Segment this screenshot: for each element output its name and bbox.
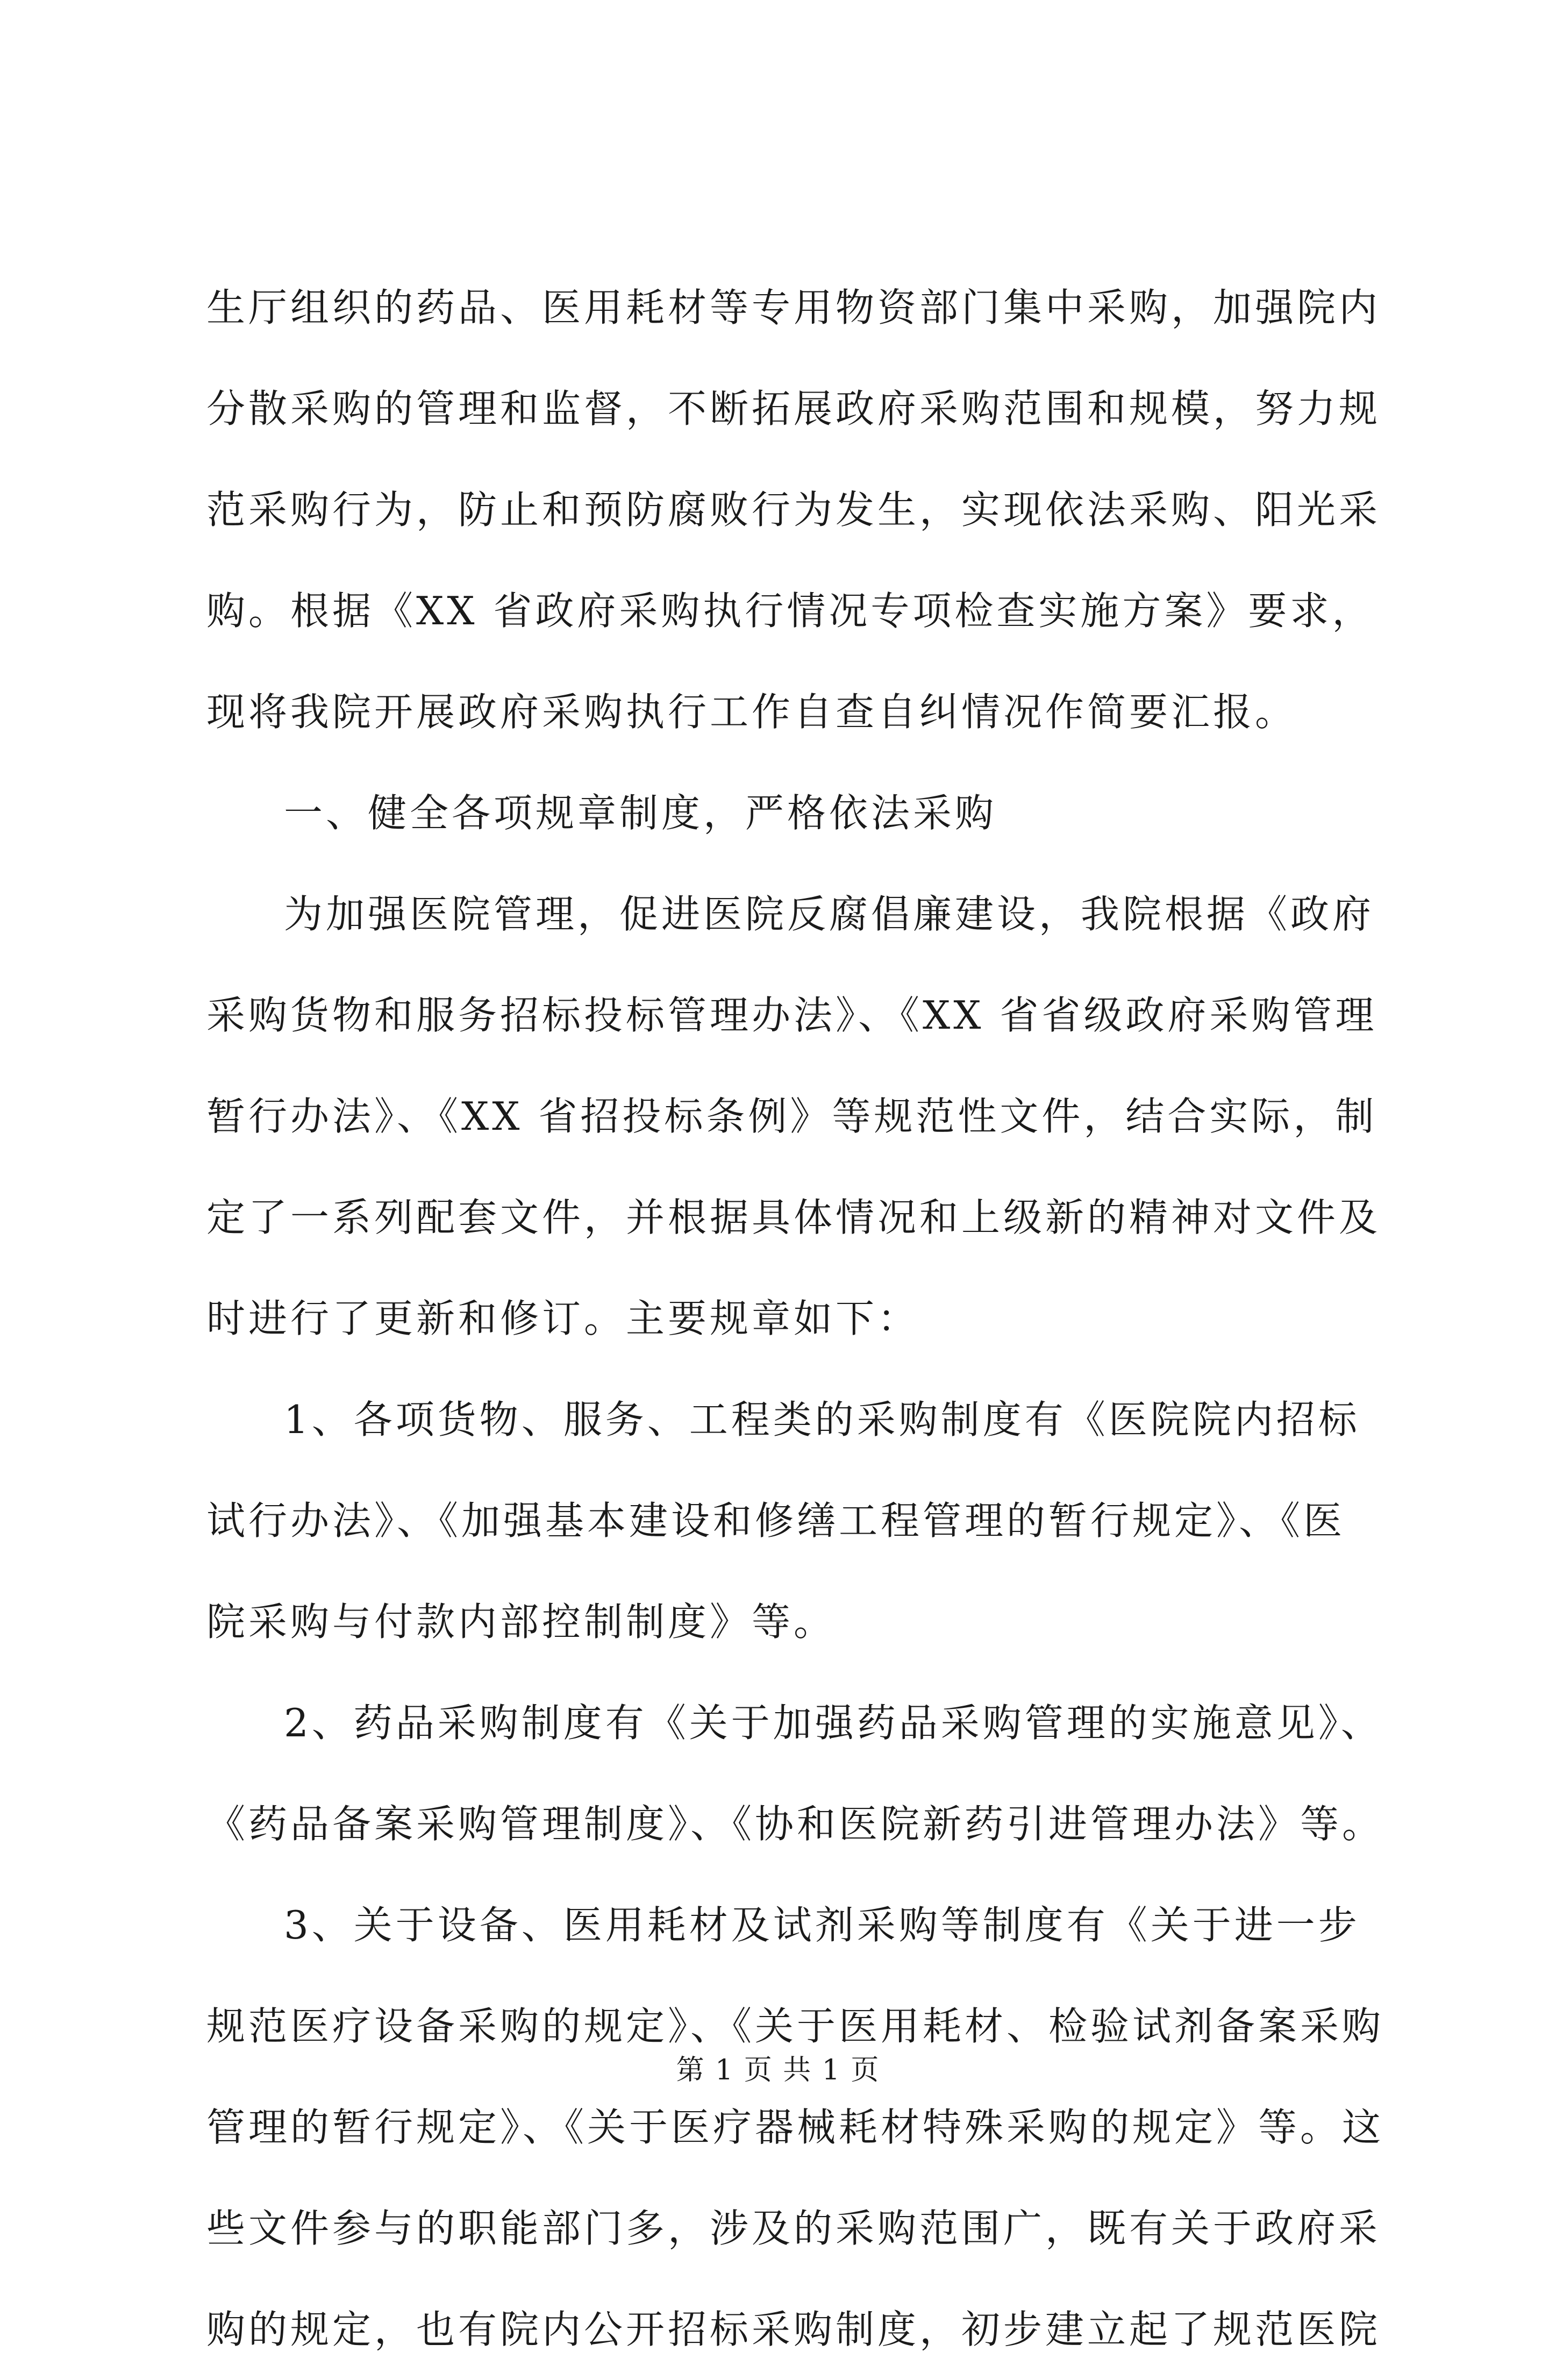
text-line: 生厅组织的药品、医用耗材等专用物资部门集中采购，加强院内 (206, 285, 1381, 330)
text-line: 1、各项货物、服务、工程类的采购制度有《医院院内招标 (284, 1397, 1360, 1442)
text-line: 时进行了更新和修订。主要规章如下： (206, 1296, 920, 1341)
text-line: 暂行办法》、《XX 省招投标条例》等规范性文件，结合实际，制 (206, 1094, 1377, 1139)
text-line: 范采购行为，防止和预防腐败行为发生，实现依法采购、阳光采 (206, 487, 1381, 532)
text-line: 规范医疗设备采购的规定》、《关于医用耗材、检验试剂备案采购 (206, 2004, 1384, 2049)
text-line: 购的规定，也有院内公开招标采购制度，初步建立起了规范医院 (206, 2307, 1381, 2352)
text-line: 3、关于设备、医用耗材及试剂采购等制度有《关于进一步 (284, 1902, 1360, 1948)
text-line: 分散采购的管理和监督，不断拓展政府采购范围和规模，努力规 (206, 386, 1381, 431)
text-line: 采购货物和服务招标投标管理办法》、《XX 省省级政府采购管理 (206, 993, 1377, 1038)
page-footer: 第 1 页 共 1 页 (676, 2054, 880, 2086)
text-line: 一、健全各项规章制度，严格依法采购 (284, 790, 997, 836)
text-line: 购。根据《XX 省政府采购执行情况专项检查实施方案》要求， (206, 588, 1374, 633)
text-line: 试行办法》、《加强基本建设和修缮工程管理的暂行规定》、《医 (206, 1498, 1346, 1543)
text-line: 为加强医院管理，促进医院反腐倡廉建设，我院根据《政府 (284, 892, 1375, 937)
text-line: 管理的暂行规定》、《关于医疗器械耗材特殊采购的规定》等。这 (206, 2105, 1384, 2150)
text-line: 院采购与付款内部控制制度》等。 (206, 1599, 836, 1644)
text-line: 《药品备案采购管理制度》、《协和医院新药引进管理办法》等。 (206, 1801, 1384, 1847)
text-line: 定了一系列配套文件，并根据具体情况和上级新的精神对文件及 (206, 1195, 1381, 1240)
text-line: 些文件参与的职能部门多，涉及的采购范围广，既有关于政府采 (206, 2206, 1381, 2251)
text-line: 现将我院开展政府采购执行工作自查自纠情况作简要汇报。 (206, 689, 1297, 735)
text-line: 2、药品采购制度有《关于加强药品采购管理的实施意见》、 (284, 1700, 1383, 1745)
